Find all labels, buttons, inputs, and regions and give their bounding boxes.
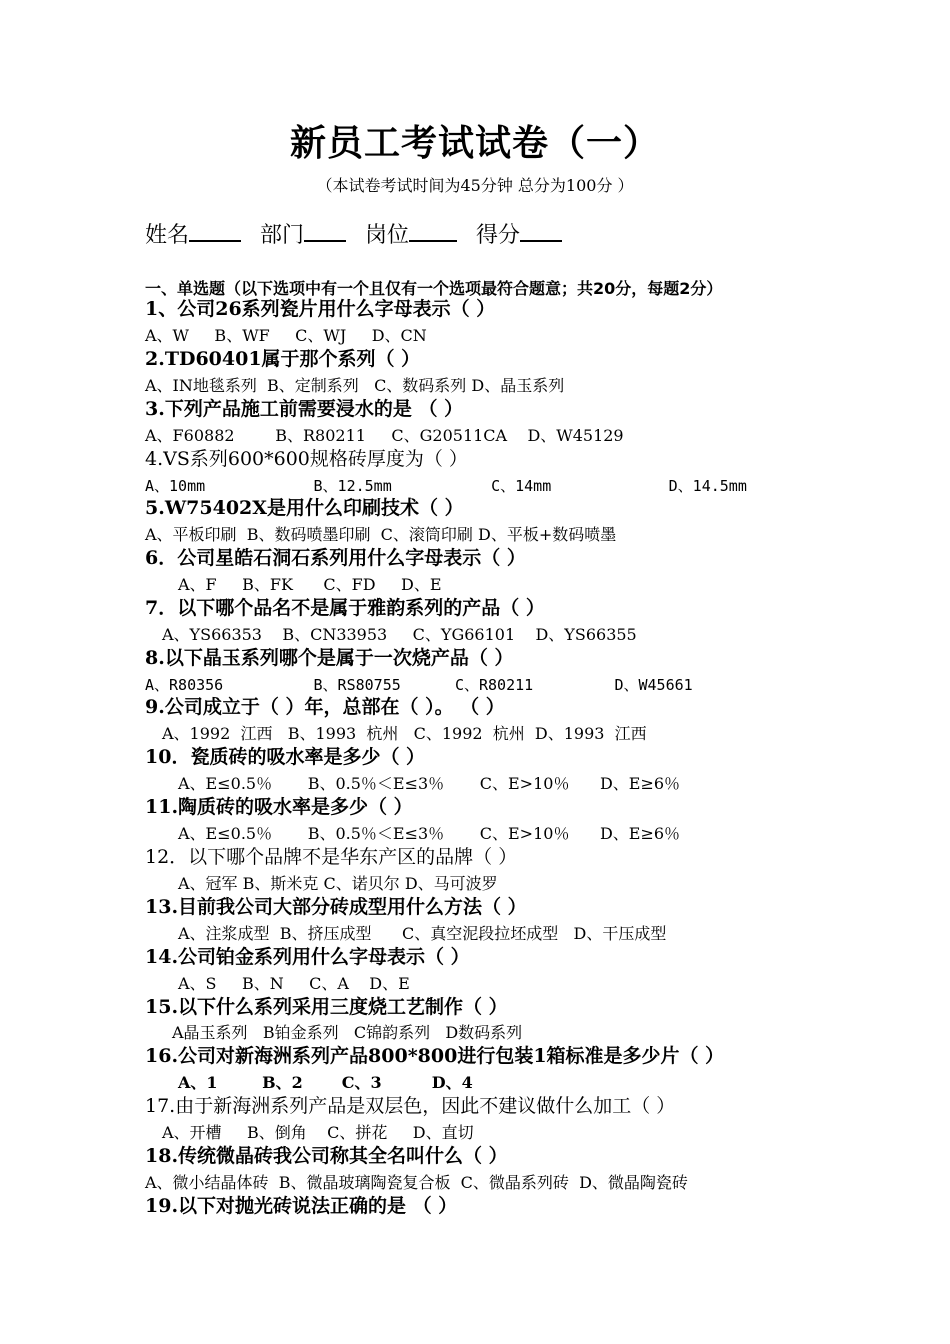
question-options: A、1 B、2 C、3 D、4 bbox=[178, 1073, 473, 1092]
question-options: A、IN地毯系列 B、定制系列 C、数码系列 D、晶玉系列 bbox=[145, 376, 565, 395]
question-options: A、F B、FK C、FD D、E bbox=[178, 575, 442, 594]
question: 14.公司铂金系列用什么字母表示（ ） bbox=[145, 946, 470, 968]
name-blank bbox=[189, 222, 241, 242]
question-options: A、F60882 B、R80211 C、G20511CA D、W45129 bbox=[145, 426, 624, 445]
question-options: A、R80356 B、RS80755 C、R80211 D、W45661 bbox=[145, 676, 693, 694]
dept-blank bbox=[304, 222, 346, 242]
name-label: 姓名 bbox=[145, 223, 190, 248]
question-options: A、10mm B、12.5mm C、14mm D、14.5mm bbox=[145, 477, 747, 495]
question-options: A、YS66353 B、CN33953 C、YG66101 D、YS66355 bbox=[162, 625, 637, 644]
question: 17.由于新海洲系列产品是双层色，因此不建议做什么加工（ ） bbox=[145, 1095, 676, 1117]
score-label: 得分 bbox=[476, 223, 521, 248]
question-options: A、微小结晶体砖 B、微晶玻璃陶瓷复合板 C、微晶系列砖 D、微晶陶瓷砖 bbox=[145, 1173, 688, 1192]
question-options: A、冠军 B、斯米克 C、诺贝尔 D、马可波罗 bbox=[178, 874, 498, 893]
question: 7．以下哪个品名不是属于雅韵系列的产品（ ） bbox=[145, 597, 545, 619]
question-options: A、注浆成型 B、挤压成型 C、真空泥段拉坯成型 D、干压成型 bbox=[178, 924, 667, 943]
question-options: A、W B、WF C、WJ D、CN bbox=[145, 326, 427, 345]
question-options: A、平板印刷 B、数码喷墨印刷 C、滚筒印刷 D、平板+数码喷墨 bbox=[145, 525, 617, 544]
question-options: A、1992 江西 B、1993 杭州 C、1992 杭州 D、1993 江西 bbox=[162, 724, 647, 743]
question: 9.公司成立于（ ）年，总部在（ ）。 （ ） bbox=[145, 696, 505, 718]
question: 6．公司星皓石洞石系列用什么字母表示（ ） bbox=[145, 547, 526, 569]
question-options: A、E≤0.5％ B、0.5％＜E≤3％ C、E>10％ D、E≥6％ bbox=[178, 824, 681, 843]
question: 4.VS系列600*600规格砖厚度为（ ） bbox=[145, 448, 468, 470]
question: 8.以下晶玉系列哪个是属于一次烧产品（ ） bbox=[145, 647, 514, 669]
exam-subtitle: （本试卷考试时间为45分钟 总分为100分 ） bbox=[316, 176, 634, 195]
question-options: A晶玉系列 B铂金系列 C锦韵系列 D数码系列 bbox=[172, 1023, 523, 1042]
dept-label: 部门 bbox=[260, 223, 305, 248]
question: 19.以下对抛光砖说法正确的是 （ ） bbox=[145, 1195, 458, 1217]
page-title: 新员工考试试卷（一） bbox=[289, 122, 660, 164]
question-options: A、开槽 B、倒角 C、拼花 D、直切 bbox=[162, 1123, 474, 1142]
position-blank bbox=[409, 222, 457, 242]
section-heading: 一、单选题（以下选项中有一个且仅有一个选项最符合题意；共20分，每题2分） bbox=[145, 279, 723, 298]
position-label: 岗位 bbox=[365, 223, 410, 248]
candidate-info bbox=[145, 222, 562, 249]
question: 3.下列产品施工前需要浸水的是 （ ） bbox=[145, 398, 464, 420]
question: 12．以下哪个品牌不是华东产区的品牌（ ） bbox=[145, 846, 518, 868]
question: 1、公司26系列瓷片用什么字母表示（ ） bbox=[145, 298, 496, 320]
question: 15.以下什么系列采用三度烧工艺制作（ ） bbox=[145, 996, 508, 1018]
question: 16.公司对新海洲系列产品800*800进行包装1箱标准是多少片（ ） bbox=[145, 1045, 725, 1067]
question-options: A、E≤0.5％ B、0.5％＜E≤3％ C、E>10％ D、E≥6％ bbox=[178, 774, 681, 793]
question: 11.陶质砖的吸水率是多少（ ） bbox=[145, 796, 413, 818]
question: 5.W75402X是用什么印刷技术（ ） bbox=[145, 497, 464, 519]
question: 18.传统微晶砖我公司称其全名叫什么（ ） bbox=[145, 1145, 508, 1167]
score-blank bbox=[520, 222, 562, 242]
question: 2.TD60401属于那个系列（ ） bbox=[145, 348, 421, 370]
question: 10．瓷质砖的吸水率是多少（ ） bbox=[145, 746, 426, 768]
question: 13.目前我公司大部分砖成型用什么方法（ ） bbox=[145, 896, 527, 918]
question-options: A、S B、N C、A D、E bbox=[178, 974, 410, 993]
